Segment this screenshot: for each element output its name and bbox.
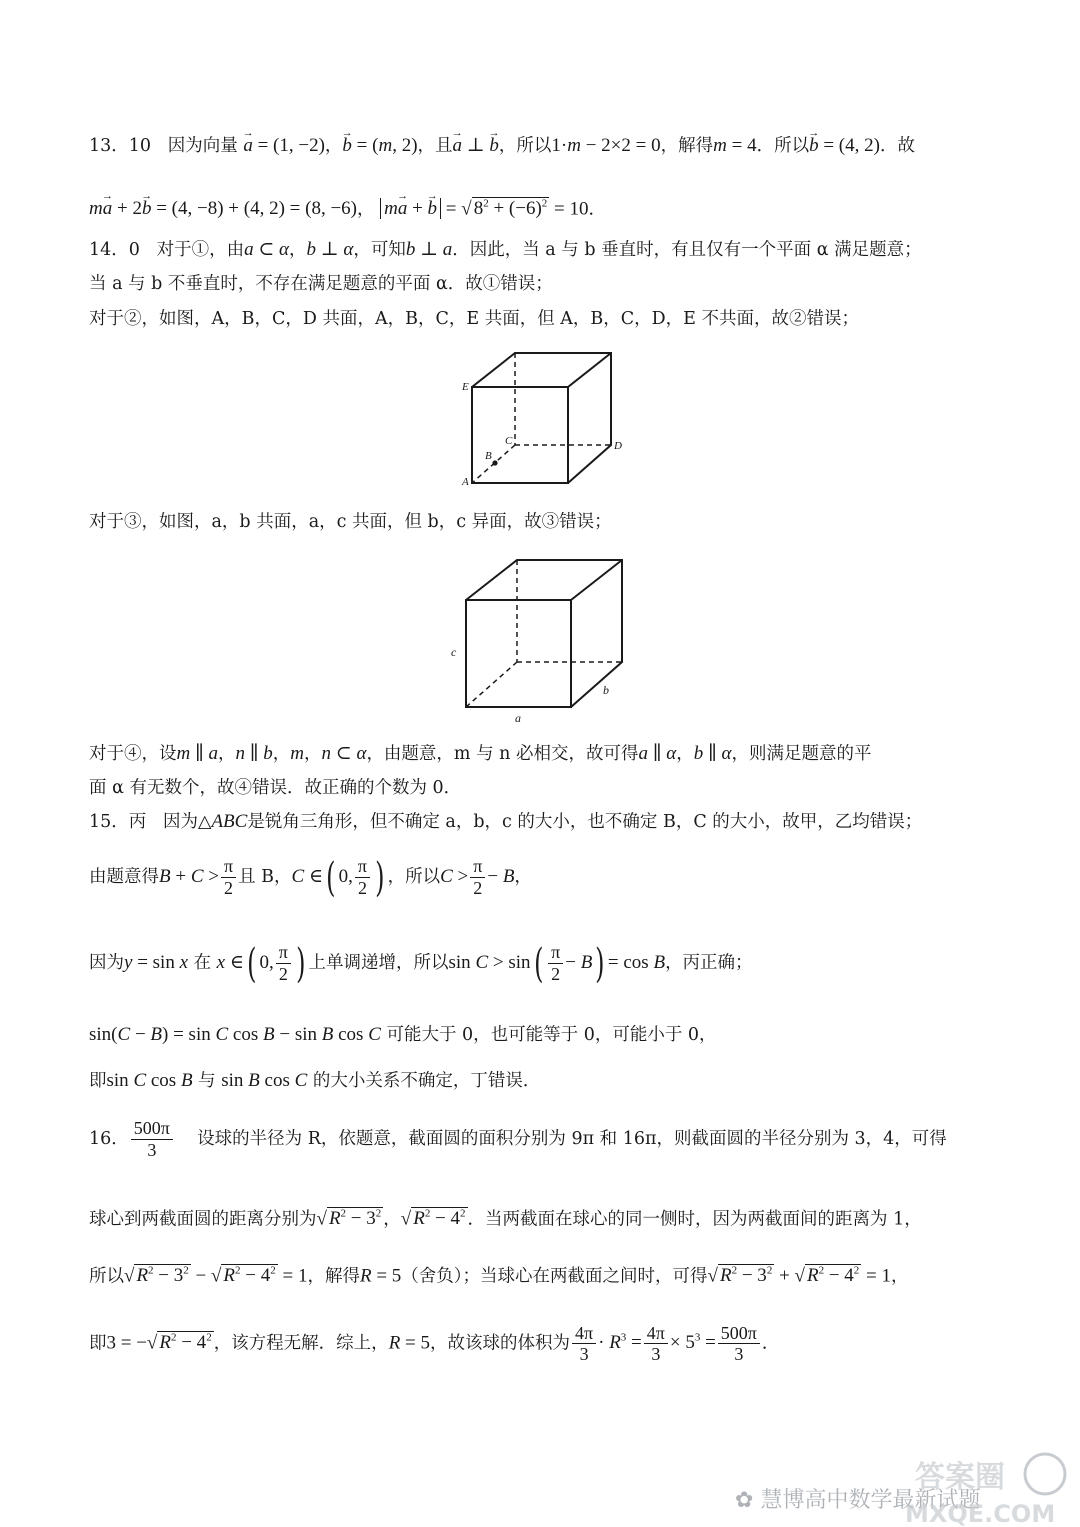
watermark-logo [895,1452,1075,1527]
q16-text: 球心到两截面圆的距离分别为 [89,1209,317,1230]
q15-text: 因为 [89,953,124,973]
q16-text: 所以 [89,1266,124,1287]
q14-text: ，则满足题意的平 [731,744,872,764]
q15-text: 且 B， [238,867,292,887]
q14-text: 对于①，由 [156,240,245,260]
q15-text: ，丙正确； [665,953,753,973]
wechat-icon: ✿ [735,1488,754,1513]
q14-line3: 对于②，如图，A，B，C，D 共面，A，B，C，E 共面，但 A，B，C，D，E 不共面，故②错误； [89,309,860,329]
q13-text: ，且 [417,136,453,156]
q16-line1 [89,1113,947,1165]
q14-line2: 当 a 与 b 不垂直时，不存在满足题意的平面 α．故①错误； [89,274,553,294]
q13-text: 因为向量 [167,136,238,156]
q14-text: 对于④，设 [89,744,177,764]
q14-text: ，可知 [353,240,406,260]
q15-text: ， [514,867,532,887]
svg-text:答案圈: 答案圈 [915,1460,1005,1495]
q15-line2: 由题意得B + C > $\frac{\pi}{2}$ 且 B，C ∈( 0, $\frac{\pi}{2}$ ) ，所以C > $\frac{\pi}{2}$ − B， [89,854,532,901]
q15-text: 可能大于 0，也可能等于 0，可能小于 0， [386,1025,717,1045]
fig2-label-c: c [451,645,457,659]
q15-text: 与 [198,1071,216,1091]
q14-line5: 对于④，设m ∥ a，n ∥ b，m，n ⊂ α，由题意，m 与 n 必相交，故可得a ∥ α，b ∥ α，则满足题意的平 [89,743,872,764]
q16-line2: 球心到两截面圆的距离分别为√ $R^2 - 3^2$ ，√ $R^2 - 4^2$ ．当两截面在球心的同一侧时，因为两截面间的距离为 1， [89,1208,922,1230]
fig2-label-b: b [603,683,609,697]
fig1-label-d: D [614,440,622,452]
q16-line4: 即3 = −√ $R^2 - 4^2$ ，该方程无解．综上，R = 5，故该球的体积为 $\frac{4\pi}{3}$ · $R^3$ = $\frac{4\pi}{3}$ × $5^3$ = $\frac{500\pi}{3}$ ． [89,1322,780,1365]
q13-number: 13．10 [89,136,152,156]
fig1-label-e: E [462,381,469,393]
q15-text: ，所以 [387,867,441,887]
q15-line5: 即sin C cos B 与 sin B cos C 的大小关系不确定，丁错误． [89,1070,541,1091]
q16-answer-num: 500π [131,1118,173,1140]
q14-text: ，由题意，m 与 n 必相交，故可得 [366,744,639,764]
fig2-label-a: a [515,711,521,725]
q13-text: ．所以 [756,136,810,156]
q13-text: ，解得 [660,136,714,156]
svg-text:MXQE.COM: MXQE.COM [905,1500,1056,1527]
q15-line3: 因为y = sin x 在 x ∈( 0, $\frac{\pi}{2}$ ) 上单调递增，所以sin C > sin( $\frac{\pi}{2}$ − B) = cos B，丙正确； [89,940,753,987]
q16-text: 设球的半径为 R，依题意，截面圆的面积分别为 9π 和 16π，则截面圆的半径分别为 3，4，可得 [197,1129,947,1149]
q15-text: 在 [193,953,212,973]
q15-text: 因为△ [162,812,212,832]
fig1-label-c: C [505,435,513,447]
q16-answer [131,1118,173,1160]
q14-text: ．因此，当 a 与 b 垂直时，有且仅有一个平面 α 满足题意； [452,240,922,260]
q16-text: ．当两截面在球心的同一侧时，因为两截面间的距离为 1， [467,1209,922,1230]
q16-answer-den: 3 [147,1140,157,1160]
q15-text: 上单调递增，所以 [308,953,449,973]
q16-text: （舍负）；当球心在两截面之间时，可得 [401,1266,708,1287]
q16-text: ，解得 [307,1266,360,1287]
q14-number: 14．0 [89,240,140,260]
q15-line1: 15．丙 因为△ABC是锐角三角形，但不确定 a，b，c 的大小，也不确定 B，C 的大小，故甲，乙均错误； [89,811,923,832]
fig1-label-a: A [462,476,469,488]
q13-text: ．故 [879,136,915,156]
q16-number: 16． [89,1129,129,1149]
q14-line1: 14．0 对于①，由a ⊂ α，b ⊥ α，可知b ⊥ a．因此，当 a 与 b 垂直时，有且仅有一个平面 α 满足题意； [89,239,922,260]
q15-number: 15．丙 [89,812,147,832]
q13-text: ，所以 [498,136,552,156]
q13-line2: m→ a + 2→ b = (4, −8) + (4, 2) = (8, −6)， m→ a + → b = √ $8^2 + (-6)^2 = 10$． [89,191,606,222]
q15-line4: sin(C − B) = sin C cos B − sin B cos C 可能大于 0，也可能等于 0，可能小于 0， [89,1024,717,1045]
cube-figure-2 [445,552,635,727]
q13-text: ． [588,199,606,220]
cube-figure-1 [455,345,630,490]
watermark-label: 慧博高中数学最新试题 [760,1488,981,1513]
q16-text: ，故该球的体积为 [430,1333,571,1354]
q16-text: 即 [89,1333,107,1354]
point-b-dot [492,460,497,465]
q15-text: 即 [89,1071,107,1091]
q15-text: 由题意得 [89,867,159,887]
q16-line3: 所以√ $R^2 - 3^2$ − √ $R^2 - 4^2 = 1$，解得R = 5（舍负）；当球心在两截面之间时，可得√ $R^2 - 3^2$ + √ $R^2 - 4^2 = 1$， [89,1265,909,1287]
q16-text: ，该方程无解．综上， [213,1333,389,1354]
q15-text: 的大小关系不确定，丁错误． [312,1071,541,1091]
q14-line6: 面 α 有无数个，故④错误．故正确的个数为 0． [89,778,462,798]
q13-line1: 13．10 因为向量 → a = (1, −2)，→ b = (m, 2)，且→ a ⊥ → b，所以1·m − 2×2 = 0，解得m = 4．所以→ b = (4, 2)．故 [89,133,915,159]
fig1-label-b: B [485,450,492,462]
q14-line4: 对于③，如图，a，b 共面，a，c 共面，但 b，c 异面，故③错误； [89,512,612,532]
q15-text: 是锐角三角形，但不确定 a，b，c 的大小，也不确定 B，C 的大小，故甲，乙均错误； [247,812,923,832]
